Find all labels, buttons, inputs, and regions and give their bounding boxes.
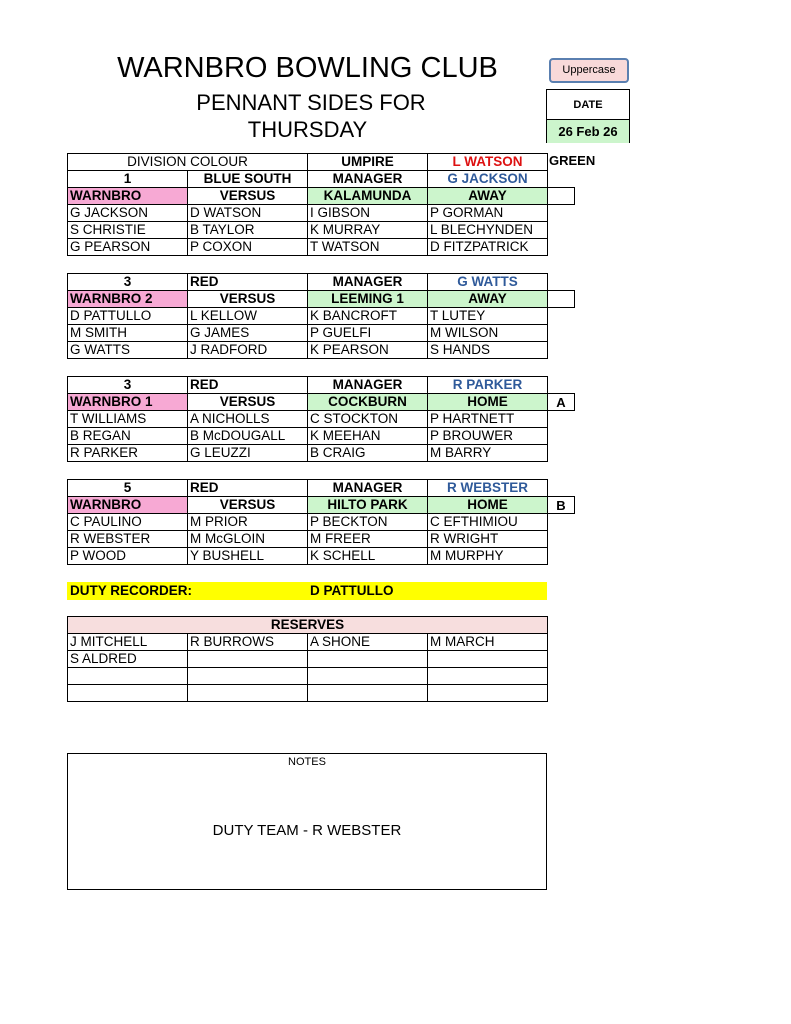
player-cell[interactable]: P HARTNETT: [428, 411, 548, 428]
player-cell[interactable]: G JAMES: [188, 325, 308, 342]
player-cell[interactable]: K MEEHAN: [308, 428, 428, 445]
manager-label: MANAGER: [308, 377, 428, 394]
player-cell[interactable]: M SMITH: [68, 325, 188, 342]
green-label: GREEN: [549, 153, 596, 168]
player-cell[interactable]: R PARKER: [68, 445, 188, 462]
player-cell[interactable]: L KELLOW: [188, 308, 308, 325]
player-cell[interactable]: G PEARSON: [68, 239, 188, 256]
reserves-title: RESERVES: [68, 617, 548, 634]
player-cell[interactable]: L BLECHYNDEN: [428, 222, 548, 239]
venue[interactable]: HOME: [428, 497, 548, 514]
manager-name[interactable]: R WEBSTER: [428, 480, 548, 497]
duty-recorder-bar: [67, 582, 547, 600]
player-cell[interactable]: B REGAN: [68, 428, 188, 445]
home-team[interactable]: WARNBRO 2: [68, 291, 188, 308]
reserve-cell[interactable]: [188, 685, 308, 702]
player-cell[interactable]: M BARRY: [428, 445, 548, 462]
player-cell[interactable]: M WILSON: [428, 325, 548, 342]
player-cell[interactable]: P COXON: [188, 239, 308, 256]
player-cell[interactable]: T WILLIAMS: [68, 411, 188, 428]
player-row: [68, 548, 548, 565]
subtitle-pennant: PENNANT SIDES FOR: [196, 90, 426, 115]
player-cell[interactable]: C EFTHIMIOU: [428, 514, 548, 531]
rink-cell[interactable]: B: [547, 496, 575, 514]
division-3-red-table-1: [67, 273, 548, 359]
division-number[interactable]: 5: [68, 480, 188, 497]
uppercase-button[interactable]: Uppercase: [549, 58, 629, 83]
player-cell[interactable]: B McDOUGALL: [188, 428, 308, 445]
subtitle-day: THURSDAY: [247, 117, 368, 142]
player-row: [68, 514, 548, 531]
player-cell[interactable]: K SCHELL: [308, 548, 428, 565]
home-team[interactable]: WARNBRO: [68, 497, 188, 514]
versus-label: VERSUS: [188, 394, 308, 411]
reserve-cell[interactable]: [68, 685, 188, 702]
player-cell[interactable]: K PEARSON: [308, 342, 428, 359]
manager-label: MANAGER: [308, 480, 428, 497]
home-team[interactable]: WARNBRO: [68, 188, 188, 205]
home-team[interactable]: WARNBRO 1: [68, 394, 188, 411]
opponent-team[interactable]: COCKBURN: [308, 394, 428, 411]
umpire-label: UMPIRE: [308, 154, 428, 171]
division-colour[interactable]: RED: [188, 480, 308, 497]
player-row: [68, 308, 548, 325]
reserve-cell[interactable]: [188, 651, 308, 668]
player-row: [68, 342, 548, 359]
player-cell[interactable]: M McGLOIN: [188, 531, 308, 548]
player-cell[interactable]: S HANDS: [428, 342, 548, 359]
reserve-cell[interactable]: [308, 668, 428, 685]
player-cell[interactable]: B TAYLOR: [188, 222, 308, 239]
player-cell[interactable]: D WATSON: [188, 205, 308, 222]
division-number[interactable]: 1: [68, 171, 188, 188]
player-cell[interactable]: K BANCROFT: [308, 308, 428, 325]
reserve-cell[interactable]: [188, 668, 308, 685]
player-cell[interactable]: P WOOD: [68, 548, 188, 565]
venue[interactable]: AWAY: [428, 188, 548, 205]
duty-recorder-label: DUTY RECORDER:: [70, 583, 193, 598]
notes-text: DUTY TEAM - R WEBSTER: [212, 822, 402, 839]
player-cell[interactable]: T LUTEY: [428, 308, 548, 325]
player-cell[interactable]: G LEUZZI: [188, 445, 308, 462]
division-colour[interactable]: BLUE SOUTH: [188, 171, 308, 188]
manager-label: MANAGER: [308, 171, 428, 188]
venue[interactable]: AWAY: [428, 291, 548, 308]
reserve-cell[interactable]: [428, 668, 548, 685]
player-row: [68, 222, 548, 239]
notes-label: NOTES: [288, 756, 326, 768]
reserve-cell[interactable]: M MARCH: [428, 634, 548, 651]
club-title: WARNBRO BOWLING CLUB: [117, 52, 498, 84]
player-row: [68, 205, 548, 222]
player-cell[interactable]: C STOCKTON: [308, 411, 428, 428]
notes-box[interactable]: [67, 753, 547, 890]
player-cell[interactable]: S CHRISTIE: [68, 222, 188, 239]
rink-cell[interactable]: [547, 290, 575, 308]
player-row: [68, 325, 548, 342]
date-label: DATE: [547, 90, 629, 120]
player-cell[interactable]: A NICHOLLS: [188, 411, 308, 428]
player-cell[interactable]: T WATSON: [308, 239, 428, 256]
player-row: [68, 239, 548, 256]
venue[interactable]: HOME: [428, 394, 548, 411]
division-number[interactable]: 3: [68, 274, 188, 291]
date-box: [546, 89, 630, 143]
division-colour-header: DIVISION COLOUR: [68, 154, 308, 171]
player-row: [68, 411, 548, 428]
player-cell[interactable]: I GIBSON: [308, 205, 428, 222]
manager-name[interactable]: R PARKER: [428, 377, 548, 394]
player-cell[interactable]: M FREER: [308, 531, 428, 548]
player-cell[interactable]: P BROUWER: [428, 428, 548, 445]
reserve-cell[interactable]: A SHONE: [308, 634, 428, 651]
opponent-team[interactable]: KALAMUNDA: [308, 188, 428, 205]
division-3-red-table-2: [67, 376, 548, 462]
division-colour[interactable]: RED: [188, 274, 308, 291]
player-cell[interactable]: P GORMAN: [428, 205, 548, 222]
manager-label: MANAGER: [308, 274, 428, 291]
reserve-row: [68, 651, 548, 668]
player-cell[interactable]: P GUELFI: [308, 325, 428, 342]
reserve-row: [68, 685, 548, 702]
player-row: [68, 445, 548, 462]
versus-label: VERSUS: [188, 291, 308, 308]
division-1-table: [67, 153, 548, 256]
opponent-team[interactable]: LEEMING 1: [308, 291, 428, 308]
opponent-team[interactable]: HILTO PARK: [308, 497, 428, 514]
player-cell[interactable]: P BECKTON: [308, 514, 428, 531]
duty-recorder-name[interactable]: D PATTULLO: [310, 583, 394, 598]
reserve-cell[interactable]: J MITCHELL: [68, 634, 188, 651]
reserves-table: [67, 616, 548, 702]
division-5-red-table: [67, 479, 548, 565]
reserve-row: [68, 668, 548, 685]
player-row: [68, 531, 548, 548]
umpire-name[interactable]: L WATSON: [428, 154, 548, 171]
player-cell[interactable]: B CRAIG: [308, 445, 428, 462]
reserve-cell[interactable]: [308, 685, 428, 702]
date-value[interactable]: 26 Feb 26: [547, 120, 629, 143]
player-cell[interactable]: G JACKSON: [68, 205, 188, 222]
reserve-cell[interactable]: S ALDRED: [68, 651, 188, 668]
player-row: [68, 428, 548, 445]
player-cell[interactable]: D FITZPATRICK: [428, 239, 548, 256]
reserve-cell[interactable]: [68, 668, 188, 685]
player-cell[interactable]: M MURPHY: [428, 548, 548, 565]
versus-label: VERSUS: [188, 497, 308, 514]
manager-name[interactable]: G JACKSON: [428, 171, 548, 188]
division-colour[interactable]: RED: [188, 377, 308, 394]
manager-name[interactable]: G WATTS: [428, 274, 548, 291]
reserve-cell[interactable]: [428, 651, 548, 668]
versus-label: VERSUS: [188, 188, 308, 205]
player-cell[interactable]: M PRIOR: [188, 514, 308, 531]
reserve-cell[interactable]: R BURROWS: [188, 634, 308, 651]
player-cell[interactable]: D PATTULLO: [68, 308, 188, 325]
player-cell[interactable]: J RADFORD: [188, 342, 308, 359]
reserve-row: [68, 634, 548, 651]
player-cell[interactable]: C PAULINO: [68, 514, 188, 531]
reserve-cell[interactable]: [308, 651, 428, 668]
player-cell[interactable]: Y BUSHELL: [188, 548, 308, 565]
rink-cell[interactable]: [547, 187, 575, 205]
player-cell[interactable]: G WATTS: [68, 342, 188, 359]
reserve-cell[interactable]: [428, 685, 548, 702]
player-cell[interactable]: R WRIGHT: [428, 531, 548, 548]
division-number[interactable]: 3: [68, 377, 188, 394]
rink-cell[interactable]: A: [547, 393, 575, 411]
player-cell[interactable]: K MURRAY: [308, 222, 428, 239]
player-cell[interactable]: R WEBSTER: [68, 531, 188, 548]
